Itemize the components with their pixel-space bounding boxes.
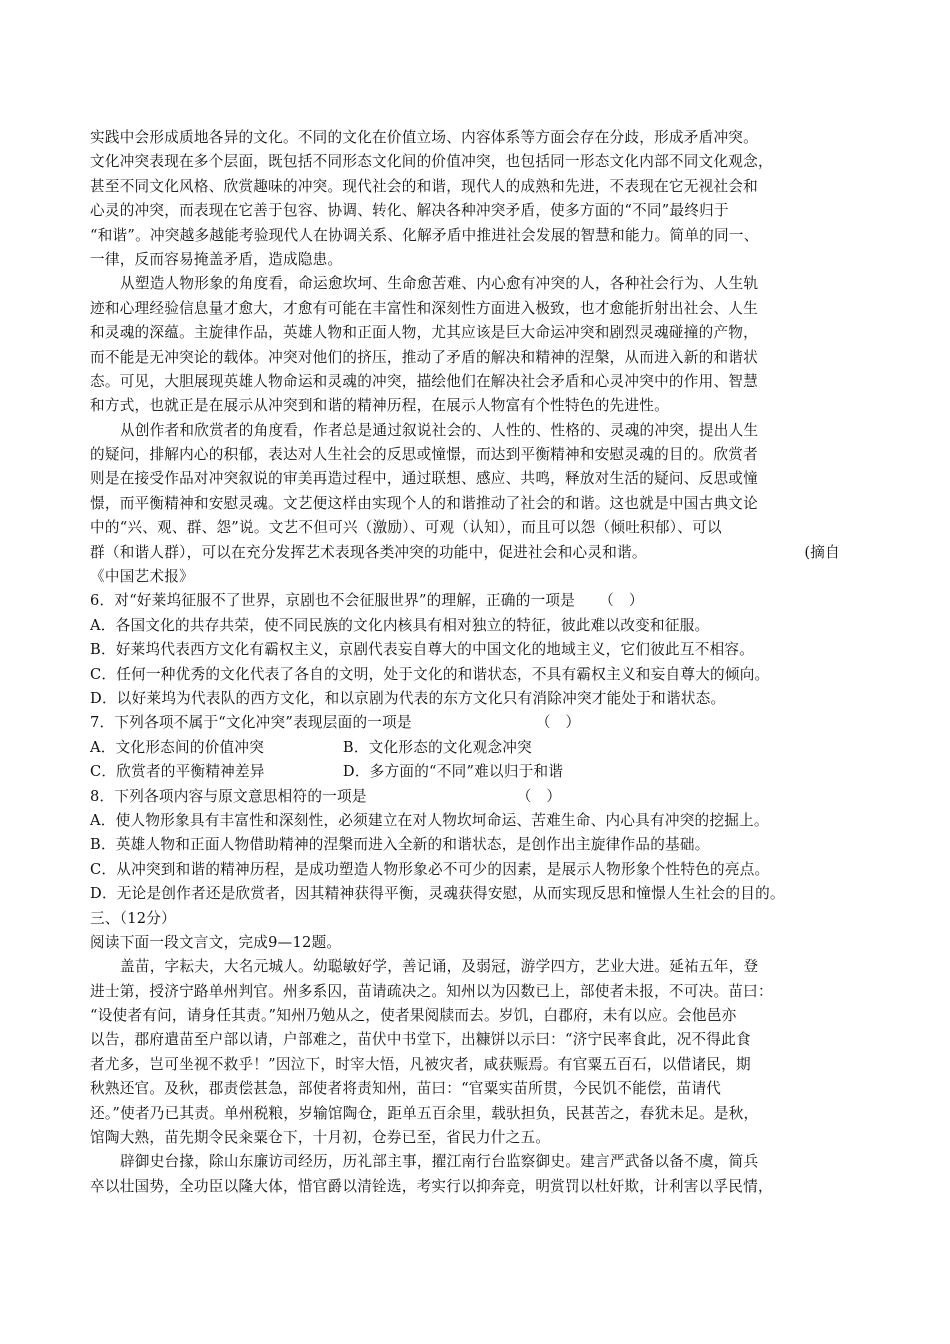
section-instruction: 阅读下面一段文言文，完成9—12题。 bbox=[90, 933, 342, 951]
option-b: B．好莱坞代表西方文化有霸权主义，京剧代表妄自尊大的中国文化的地域主义，它们彼此互不相容。 bbox=[90, 641, 755, 659]
question-stem-line bbox=[90, 785, 862, 809]
section-3 bbox=[90, 907, 862, 1200]
option-c: C．欣赏者的平衡精神差异 bbox=[90, 763, 265, 781]
question-6 bbox=[90, 589, 862, 711]
option-d: D．以好莱坞为代表队的西方文化，和以京剧为代表的东方文化只有消除冲突才能处于和谐状态。 bbox=[90, 689, 726, 707]
option-d: D．无论是创作者还是欣赏者，因其精神获得平衡，灵魂获得安慰，从而实现反思和憧憬人生社会的目的。 bbox=[90, 885, 785, 903]
text-line: 的疑问，排解内心的积郁，表达对人生社会的反思或憧憬，而达到平衡精神和安慰灵魂的目的。欣赏者 bbox=[90, 446, 758, 464]
passage-paragraph-3 bbox=[90, 419, 862, 590]
text-line: 辟御史台掾，除山东廉访司经历，历礼部主事，擢江南行台监察御史。建言严武备以备不虞，简兵 bbox=[120, 1153, 759, 1171]
text-line: 从创作者和欣赏者的角度看，作者总是通过叙说社会的、人性的、性格的、灵魂的冲突，提出人生 bbox=[120, 421, 759, 439]
text-line: 卒以壮国势，全功臣以隆大体，惜官爵以清铨选，考实行以抑奔竞，明赏罚以杜奸欺，计利害以孚民情， bbox=[90, 1177, 773, 1195]
text-line: 和灵魂的深蕴。主旋律作品，英雄人物和正面人物，尤其应该是巨大命运冲突和剧烈灵魂碰撞的产物， bbox=[90, 324, 758, 342]
question-stem-line bbox=[90, 711, 862, 735]
question-7 bbox=[90, 711, 862, 784]
text-line: 进士第，授济宁路单州判官。州多系囚，苗请疏决之。知州以为囚数已上，部使者未报，不可决。苗曰： bbox=[90, 982, 773, 1000]
option-d: D．多方面的“不同”难以归于和谐 bbox=[342, 763, 564, 781]
section-heading: 三、（12分） bbox=[90, 909, 176, 927]
text-line: “和谐”。冲突越多越能考验现代人在协调关系、化解矛盾中推进社会发展的智慧和能力。简单的同一、 bbox=[90, 226, 759, 244]
text-line: “设使者有问，请身任其责。”知州乃勉从之，使者果阅牍而去。岁饥，白郡府，未有以应。会他邑亦 bbox=[90, 1007, 737, 1025]
option-b: B．英雄人物和正面人物借助精神的涅槃而进入全新的和谐状态，是创作出主旋律作品的基础。 bbox=[90, 836, 710, 854]
text-line: 实践中会形成质地各异的文化。不同的文化在价值立场、内容体系等方面会存在分歧，形成矛盾冲突。 bbox=[90, 129, 758, 146]
option-c: C．从冲突到和谐的精神历程，是成功塑造人物形象必不可少的因素，是展示人物形象个性特色的亮点。 bbox=[90, 860, 770, 878]
passage-paragraph-2 bbox=[90, 272, 862, 418]
text-line: 憬，而平衡精神和安慰灵魂。文艺便这样由实现个人的和谐推动了社会的和谐。这也就是中国古典文论 bbox=[90, 494, 758, 512]
text-line: 秋熟还官。及秋，郡责偿甚急，部使者将责知州，苗曰：“官粟实苗所贯，今民饥不能偿，苗请代 bbox=[90, 1080, 722, 1098]
text-line-main: 群（和谐人群），可以在充分发挥艺术表现各类冲突的功能中，促进社会和心灵和谐。 bbox=[90, 543, 647, 561]
source-citation-end: 《中国艺术报》 bbox=[90, 568, 194, 586]
classical-paragraph-2 bbox=[90, 1150, 862, 1199]
option-a: A．各国文化的共存共荣，使不同民族的文化内核具有相对独立的特征，彼此难以改变和征服。 bbox=[90, 616, 710, 634]
text-line: 迹和心理经验信息量才愈大，才愈有可能在丰富性和深刻性方面进入极致，也才愈能折射出社会、人生 bbox=[90, 299, 758, 317]
option-a: A．使人物形象具有丰富性和深刻性，必须建立在对人物坎坷命运、苦难生命、内心具有冲突的挖掘上。 bbox=[90, 811, 769, 829]
text-line: 甚至不同文化风格、欣赏趣味的冲突。现代社会的和谐，现代人的成熟和先进，不表现在它无视社会和 bbox=[90, 177, 758, 195]
question-stem: 6．对“好莱坞征服不了世界，京剧也不会征服世界”的理解，正确的一项是 bbox=[90, 592, 576, 610]
text-line: 文化冲突表现在多个层面，既包括不同形态文化间的价值冲突，也包括同一形态文化内部不同文化观念， bbox=[90, 153, 773, 171]
text-line: 中的“兴、观、群、怨”说。文艺不但可兴（激励）、可观（认知），而且可以怨（倾吐积郁）、可以 bbox=[90, 519, 722, 537]
classical-paragraph-1 bbox=[90, 955, 862, 1150]
text-line: 则是在接受作品对冲突叙说的审美再造过程中，通过联想、感应、共鸣，释放对生活的疑问、反思或憧 bbox=[90, 470, 758, 488]
text-line: 者尤多，岂可坐视不救乎！”因泣下，时宰大悟，凡被灾者，咸获赈焉。有官粟五百石，以借诸民，期 bbox=[90, 1055, 751, 1073]
text-line: 心灵的冲突，而表现在它善于包容、协调、转化、解决各种冲突矛盾，使多方面的“不同”最终归于 bbox=[90, 202, 729, 220]
question-8 bbox=[90, 785, 862, 907]
question-stem: 7．下列各项不属于“文化冲突”表现层面的一项是 bbox=[90, 714, 412, 732]
option-c: C．任何一种优秀的文化代表了各自的文明，处于文化的和谐状态，不具有霸权主义和妄自尊大的倾向。 bbox=[90, 665, 770, 683]
text-line: 以告，郡府遣苗至户部以请，户部难之，苗伏中书堂下，出糠饼以示曰：“济宁民率食此，况不得此食 bbox=[90, 1031, 751, 1049]
text-line: 态。可见，大胆展现英雄人物命运和灵魂的冲突，描绘他们在解决社会矛盾和心灵冲突中的作用、智慧 bbox=[90, 372, 758, 390]
document-page bbox=[90, 126, 862, 1199]
text-line: 从塑造人物形象的角度看，命运愈坎坷、生命愈苦难、内心愈有冲突的人，各种社会行为、人生轨 bbox=[120, 275, 759, 293]
option-b: B．文化形态的文化观念冲突 bbox=[342, 738, 532, 756]
text-line: 和方式，也就正是在展示从冲突到和谐的精神历程，在展示人物富有个性特色的先进性。 bbox=[90, 397, 669, 415]
question-stem: 8．下列各项内容与原文意思相符的一项是 bbox=[90, 787, 367, 805]
answer-blank: （ ） bbox=[516, 787, 562, 805]
text-line: 馆陶大熟，苗先期令民籴粟仓下，十月初，仓券已至，省民力什之五。 bbox=[90, 1129, 551, 1147]
option-a: A．文化形态间的价值冲突 bbox=[90, 738, 265, 756]
passage-paragraph-1 bbox=[90, 126, 862, 272]
answer-blank: （ ） bbox=[535, 714, 581, 732]
question-stem-line bbox=[90, 589, 862, 613]
source-citation-start: (摘自 bbox=[804, 543, 840, 561]
text-line: 一律，反而容易掩盖矛盾，造成隐患。 bbox=[90, 250, 343, 268]
text-line: 而不能是无冲突论的载体。冲突对他们的挤压，推动了矛盾的解决和精神的涅槃，从而进入新的和谐状 bbox=[90, 348, 758, 366]
option-row bbox=[90, 760, 862, 784]
text-line: 盖苗，字耘夫，大名元城人。幼聪敏好学，善记诵，及弱冠，游学四方，艺业大进。延祐五年，登 bbox=[120, 958, 759, 976]
text-line bbox=[90, 541, 862, 565]
option-row bbox=[90, 736, 862, 760]
text-line: 还。”使者乃已其责。单州税粮，岁输馆陶仓，距单五百余里，载驮担负，民甚苦之，春犹未足。是秋， bbox=[90, 1104, 759, 1122]
answer-blank: （ ） bbox=[599, 592, 644, 610]
